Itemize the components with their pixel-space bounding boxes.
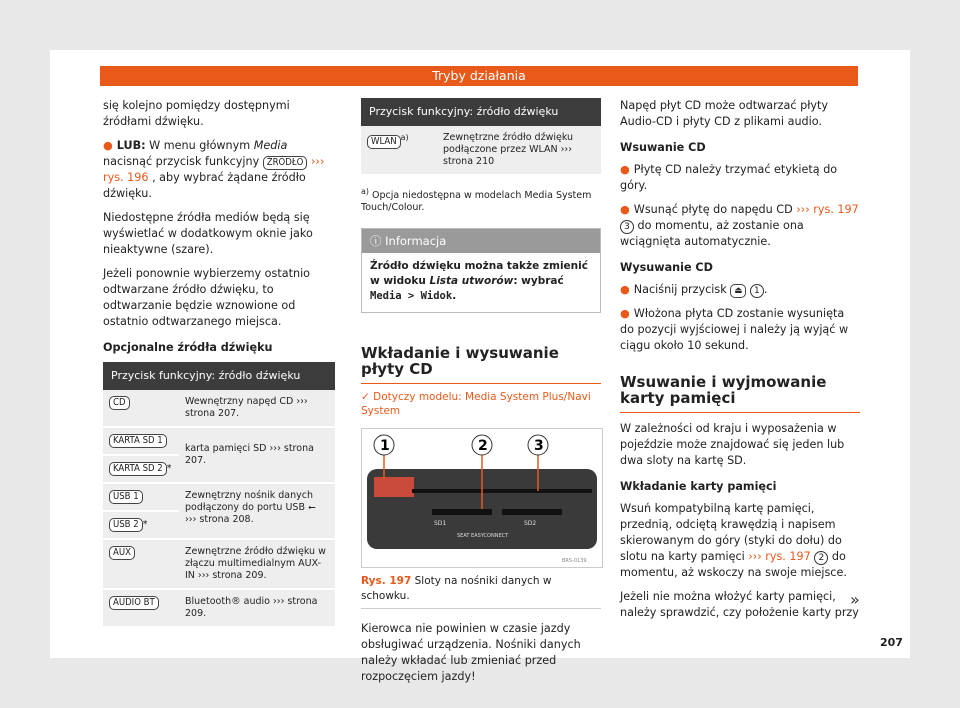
info-icon: ⓘ <box>370 234 382 249</box>
callout-number: 1 <box>750 284 764 298</box>
applies-note: ✓ Dotyczy modelu: Media System Plus/Navi System <box>361 391 591 418</box>
table-row: AUDIO BT Bluetooth® audio ››› strona 209. <box>103 589 335 627</box>
footnote: $^{a)}$ Opcja niedostępna w modelach Media System Touch/Colour. <box>361 187 592 214</box>
figure-caption: Rys. 197 Sloty na nośniki danych w schowku. <box>361 574 601 609</box>
table-row: USB 1 Zewnętrzny nośnik danych podłączony do portu USB ⭠ ››› strona 208. <box>103 483 335 511</box>
audio-bt-key: AUDIO BT <box>109 596 159 610</box>
callout-2: 2 <box>478 438 488 455</box>
bullet-icon: ● <box>620 283 630 296</box>
callout-1: 1 <box>380 438 390 455</box>
info-body: Źródło dźwięku można także zmienić w widoku Lista utworów: wybrać Media > Widok. <box>370 260 588 303</box>
table-row: USB 2 * <box>103 511 335 539</box>
table-header: Przycisk funkcyjny: źródło dźwięku <box>103 362 335 390</box>
cd-slot <box>412 489 592 493</box>
figure-code: BRS-0139 <box>562 558 587 565</box>
table-row: AUX Zewnętrzne źródło dźwięku w złączu multimedialnym AUX-IN ››› strona 209. <box>103 539 335 589</box>
paragraph: W zależności od kraju i wyposażenia w pojeździe może znajdować się jeden lub dwa sloty na kartę SD. <box>620 422 845 467</box>
table-row: KARTA SD 2 * <box>103 455 335 483</box>
info-header: ⓘ Informacja <box>362 229 600 253</box>
continue-mark: » <box>850 590 860 609</box>
subheading: Wysuwanie CD <box>620 261 713 274</box>
bullet-icon: ● <box>620 307 630 320</box>
checkmark-icon: ✓ <box>361 391 370 404</box>
bullet-item: ● Naciśnij przycisk ⏏ 1 . <box>620 283 768 296</box>
lub-paragraph: ● LUB: W menu głównym Media nacisnąć przycisk funkcyjny ŹRÓDŁO ››› rys. 196 , aby wybrać żądane źródło dźwięku. <box>103 139 325 200</box>
zrodlo-key: ŹRÓDŁO <box>263 156 308 170</box>
sd2-key: KARTA SD 2 <box>109 462 167 476</box>
bullet-icon: ● <box>620 163 630 176</box>
column-1 <box>103 98 335 628</box>
brand-label: SEAT EASYCONNECT <box>457 533 509 540</box>
usb2-key: USB 2 <box>109 518 143 532</box>
paragraph: się kolejno pomiędzy dostępnymi źródłami dźwięku. <box>103 99 290 128</box>
wlan-key: WLAN <box>367 135 401 149</box>
paragraph: Wsuń kompatybilną kartę pamięci, przednią, odciętą krawędzią i napisem skierowanym do góry (styki do dołu) do slotu na karty pamięci ››› rys. 197 2 do momentu, aż wskoczy na swoje miejsce. <box>620 502 847 579</box>
subheading: Opcjonalne źródła dźwięku <box>103 341 273 354</box>
callout-number: 3 <box>620 220 634 234</box>
bullet-icon: ● <box>103 139 113 152</box>
paragraph: Napęd płyt CD może odtwarzać płyty Audio-CD i płyty CD z plikami audio. <box>620 99 829 128</box>
callout-3: 3 <box>534 438 544 455</box>
paragraph: Jeżeli nie można włożyć karty pamięci, należy sprawdzić, czy położenie karty przy <box>620 590 859 619</box>
sources-table <box>103 362 335 628</box>
table-row: CD Wewnętrzny napęd CD ››› strona 207. <box>103 390 335 427</box>
sd2-label: SD2 <box>524 520 537 528</box>
page-header: Tryby działania <box>100 66 858 86</box>
bullet-item: ● Wsunąć płytę do napędu CD ››› rys. 197 3 do momentu, aż zostanie ona wciągnięta automatycznie. <box>620 203 859 248</box>
section-heading: Wsuwanie i wyjmowanie karty pamięci <box>620 370 860 413</box>
figure-ref-link[interactable]: ››› rys. 197 <box>748 550 811 563</box>
info-box <box>361 228 601 313</box>
column-2 <box>361 98 601 693</box>
bullet-item: ● Włożona płyta CD zostanie wysunięta do pozycji wyjściowej i należy ją wyjąć w ciągu około 10 sekund. <box>620 307 849 352</box>
figure-ref-link[interactable]: ››› rys. 197 <box>796 203 859 216</box>
usb1-key: USB 1 <box>109 490 143 504</box>
aux-key: AUX <box>109 546 135 560</box>
section-heading: Wkładanie i wysuwanie płyty CD <box>361 341 601 384</box>
bullet-item: ● Płytę CD należy trzymać etykietą do góry. <box>620 163 838 192</box>
sd1-label: SD1 <box>434 520 447 528</box>
eject-button <box>374 477 414 497</box>
cd-key: CD <box>109 396 130 410</box>
sd1-slot <box>432 509 492 515</box>
sd2-slot <box>502 509 562 515</box>
sd1-key: KARTA SD 1 <box>109 434 167 448</box>
column-3 <box>620 98 860 629</box>
figure-197 <box>361 428 603 568</box>
media-slots-illustration <box>362 429 602 567</box>
page-number: 207 <box>880 636 903 649</box>
table-row: KARTA SD 1 karta pamięci SD ››› strona 207. <box>103 427 335 455</box>
bullet-icon: ● <box>620 203 630 216</box>
wlan-table <box>361 98 601 176</box>
paragraph: Kierowca nie powinien w czasie jazdy obsługiwać urządzenia. Nośniki danych należy wkładać lub zmieniać przed rozpoczęciem jazdy! <box>361 622 581 684</box>
paragraph: Niedostępne źródła mediów będą się wyświetlać w dodatkowym oknie jako nieaktywne (szare). <box>103 211 313 256</box>
table-row: WLAN $^{a)}$ Zewnętrzne źródło dźwięku podłączone przez WLAN ››› strona 210 <box>361 126 601 175</box>
table-header: Przycisk funkcyjny: źródło dźwięku <box>361 98 601 126</box>
subheading: Wkładanie karty pamięci <box>620 480 777 493</box>
eject-key-icon: ⏏ <box>730 284 746 298</box>
subheading: Wsuwanie CD <box>620 141 706 154</box>
callout-number: 2 <box>814 551 828 565</box>
paragraph: Jeżeli ponownie wybierzemy ostatnio odtwarzane źródło dźwięku, to odtwarzanie będzie wznowione od ostatnio odtwarzanego miejsca. <box>103 267 311 328</box>
figure-ref-link[interactable]: ››› rys. 196 <box>103 155 325 184</box>
